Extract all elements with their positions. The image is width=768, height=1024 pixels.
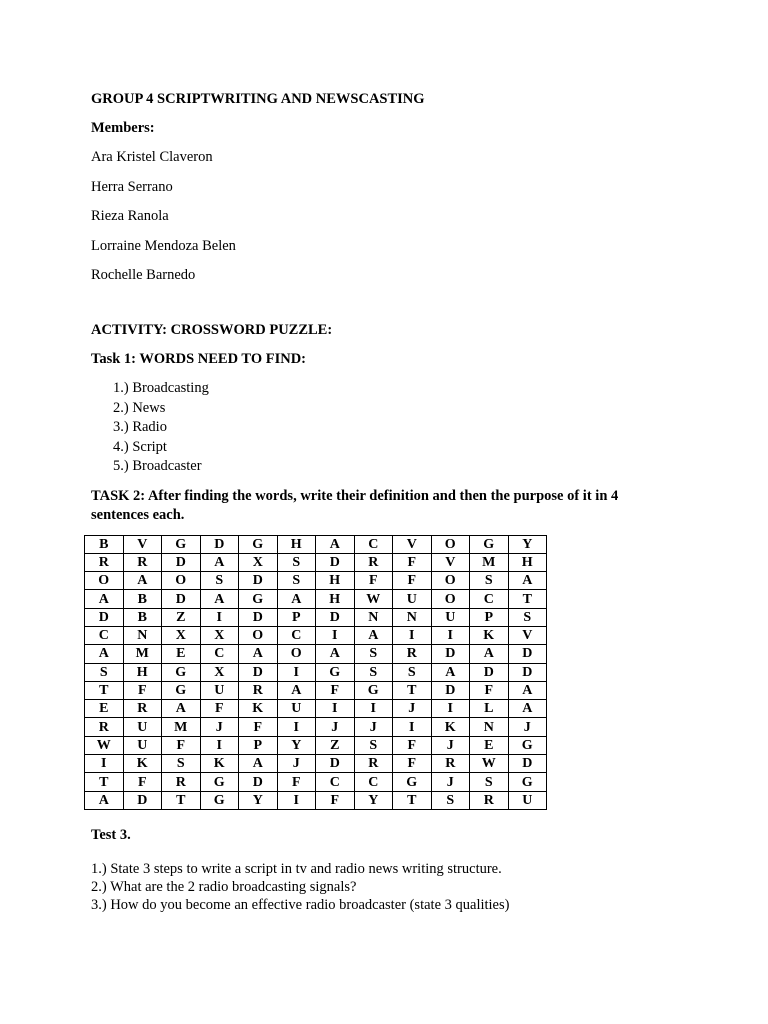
grid-cell: D xyxy=(239,773,278,791)
grid-cell: X xyxy=(239,553,278,571)
grid-cell: R xyxy=(123,553,162,571)
grid-cell: D xyxy=(200,535,239,553)
grid-cell: G xyxy=(239,535,278,553)
grid-cell: G xyxy=(393,773,432,791)
grid-cell: T xyxy=(85,773,124,791)
grid-cell: R xyxy=(123,700,162,718)
word-list-item: 2.) News xyxy=(113,399,166,416)
grid-cell: S xyxy=(85,663,124,681)
grid-cell: U xyxy=(431,608,470,626)
grid-cell: N xyxy=(354,608,393,626)
grid-row xyxy=(85,718,547,736)
grid-cell: K xyxy=(470,626,509,644)
grid-row xyxy=(85,608,547,626)
grid-cell: A xyxy=(85,791,124,809)
grid-cell: I xyxy=(431,700,470,718)
grid-cell: I xyxy=(200,608,239,626)
grid-cell: O xyxy=(277,645,316,663)
grid-cell: I xyxy=(277,791,316,809)
grid-row xyxy=(85,681,547,699)
word-list-item: 4.) Script xyxy=(113,438,167,455)
grid-cell: R xyxy=(239,681,278,699)
grid-cell: W xyxy=(470,755,509,773)
grid-cell: X xyxy=(162,626,201,644)
grid-cell: M xyxy=(162,718,201,736)
grid-cell: S xyxy=(200,572,239,590)
grid-cell: G xyxy=(162,535,201,553)
grid-cell: R xyxy=(354,755,393,773)
grid-cell: F xyxy=(393,755,432,773)
grid-row xyxy=(85,663,547,681)
grid-cell: J xyxy=(354,718,393,736)
grid-row xyxy=(85,535,547,553)
grid-cell: I xyxy=(393,718,432,736)
grid-cell: D xyxy=(431,681,470,699)
grid-cell: G xyxy=(508,736,547,754)
grid-cell: E xyxy=(162,645,201,663)
word-list-item: 5.) Broadcaster xyxy=(113,458,202,474)
grid-row xyxy=(85,645,547,663)
grid-cell: F xyxy=(277,773,316,791)
grid-row xyxy=(85,553,547,571)
grid-cell: U xyxy=(508,791,547,809)
grid-cell: M xyxy=(470,553,509,571)
grid-cell: J xyxy=(508,718,547,736)
grid-cell: U xyxy=(200,681,239,699)
grid-cell: P xyxy=(239,736,278,754)
grid-cell: D xyxy=(316,608,355,626)
members-heading: Members: xyxy=(91,120,155,136)
grid-cell: I xyxy=(354,700,393,718)
grid-cell: W xyxy=(354,590,393,608)
grid-cell: K xyxy=(239,700,278,718)
grid-cell: J xyxy=(277,755,316,773)
grid-cell: P xyxy=(470,608,509,626)
grid-cell: A xyxy=(85,590,124,608)
grid-cell: D xyxy=(470,663,509,681)
grid-cell: O xyxy=(239,626,278,644)
question-item: 2.) What are the 2 radio broadcasting signals? xyxy=(91,878,357,895)
grid-cell: I xyxy=(316,626,355,644)
grid-cell: D xyxy=(316,755,355,773)
grid-cell: P xyxy=(277,608,316,626)
test3-heading: Test 3. xyxy=(91,826,131,843)
grid-cell: A xyxy=(508,572,547,590)
grid-row xyxy=(85,626,547,644)
member-name: Lorraine Mendoza Belen xyxy=(91,237,236,254)
grid-cell: O xyxy=(85,572,124,590)
grid-cell: B xyxy=(123,608,162,626)
grid-cell: T xyxy=(393,681,432,699)
grid-cell: J xyxy=(316,718,355,736)
grid-cell: S xyxy=(162,755,201,773)
grid-cell: F xyxy=(239,718,278,736)
grid-row xyxy=(85,700,547,718)
task1-heading: Task 1: WORDS NEED TO FIND: xyxy=(91,351,307,367)
grid-cell: C xyxy=(354,773,393,791)
grid-row xyxy=(85,755,547,773)
grid-cell: V xyxy=(508,626,547,644)
grid-cell: J xyxy=(431,736,470,754)
grid-cell: G xyxy=(354,681,393,699)
grid-cell: A xyxy=(162,700,201,718)
member-name: Rieza Ranola xyxy=(91,208,169,224)
grid-cell: A xyxy=(123,572,162,590)
grid-cell: K xyxy=(200,755,239,773)
grid-cell: Y xyxy=(277,736,316,754)
grid-cell: B xyxy=(85,535,124,553)
grid-cell: T xyxy=(508,590,547,608)
grid-cell: D xyxy=(239,608,278,626)
word-search-grid xyxy=(84,535,547,810)
grid-cell: F xyxy=(393,736,432,754)
grid-cell: D xyxy=(162,553,201,571)
grid-cell: A xyxy=(354,626,393,644)
grid-cell: I xyxy=(393,626,432,644)
grid-row xyxy=(85,773,547,791)
grid-cell: E xyxy=(470,736,509,754)
grid-cell: T xyxy=(393,791,432,809)
grid-cell: S xyxy=(508,608,547,626)
grid-cell: Y xyxy=(354,791,393,809)
grid-cell: A xyxy=(277,681,316,699)
grid-cell: F xyxy=(200,700,239,718)
grid-cell: F xyxy=(316,681,355,699)
grid-cell: M xyxy=(123,645,162,663)
test3-questions xyxy=(91,860,691,914)
grid-cell: V xyxy=(123,535,162,553)
document-page xyxy=(91,90,691,914)
grid-cell: D xyxy=(123,791,162,809)
word-list-item: 3.) Radio xyxy=(113,419,167,435)
grid-cell: F xyxy=(316,791,355,809)
grid-cell: C xyxy=(277,626,316,644)
grid-cell: R xyxy=(85,553,124,571)
grid-cell: Z xyxy=(316,736,355,754)
grid-cell: I xyxy=(277,663,316,681)
grid-cell: S xyxy=(431,791,470,809)
grid-cell: K xyxy=(123,755,162,773)
grid-cell: S xyxy=(393,663,432,681)
grid-row xyxy=(85,590,547,608)
grid-cell: U xyxy=(277,700,316,718)
grid-cell: D xyxy=(239,572,278,590)
grid-cell: R xyxy=(393,645,432,663)
grid-cell: R xyxy=(470,791,509,809)
grid-cell: O xyxy=(431,572,470,590)
member-name: Rochelle Barnedo xyxy=(91,267,196,283)
grid-cell: A xyxy=(470,645,509,663)
grid-cell: R xyxy=(85,718,124,736)
grid-cell: N xyxy=(393,608,432,626)
grid-cell: D xyxy=(239,663,278,681)
grid-cell: A xyxy=(508,700,547,718)
grid-cell: C xyxy=(470,590,509,608)
grid-cell: A xyxy=(239,645,278,663)
grid-cell: C xyxy=(354,535,393,553)
task2-heading: TASK 2: After finding the words, write their definition and then the purpose of it in 4 sentences each. xyxy=(91,487,619,523)
grid-cell: D xyxy=(508,663,547,681)
grid-cell: C xyxy=(200,645,239,663)
grid-cell: D xyxy=(316,553,355,571)
grid-row xyxy=(85,791,547,809)
grid-cell: A xyxy=(431,663,470,681)
grid-cell: D xyxy=(162,590,201,608)
grid-cell: S xyxy=(354,736,393,754)
grid-cell: D xyxy=(508,755,547,773)
grid-cell: G xyxy=(239,590,278,608)
grid-cell: F xyxy=(393,572,432,590)
activity-heading: ACTIVITY: CROSSWORD PUZZLE: xyxy=(91,322,333,338)
grid-cell: W xyxy=(85,736,124,754)
grid-cell: R xyxy=(431,755,470,773)
member-name: Ara Kristel Claveron xyxy=(91,149,213,165)
grid-cell: O xyxy=(431,535,470,553)
grid-cell: S xyxy=(277,572,316,590)
grid-cell: X xyxy=(200,626,239,644)
grid-cell: U xyxy=(123,736,162,754)
word-list-item: 1.) Broadcasting xyxy=(113,380,209,396)
grid-cell: G xyxy=(200,791,239,809)
member-name: Herra Serrano xyxy=(91,178,173,195)
grid-cell: T xyxy=(85,681,124,699)
grid-cell: A xyxy=(277,590,316,608)
grid-cell: Z xyxy=(162,608,201,626)
grid-cell: D xyxy=(508,645,547,663)
grid-cell: O xyxy=(431,590,470,608)
grid-cell: J xyxy=(431,773,470,791)
grid-cell: A xyxy=(316,645,355,663)
grid-cell: H xyxy=(123,663,162,681)
grid-cell: F xyxy=(470,681,509,699)
grid-cell: N xyxy=(123,626,162,644)
grid-cell: I xyxy=(200,736,239,754)
grid-cell: T xyxy=(162,791,201,809)
grid-cell: K xyxy=(431,718,470,736)
grid-cell: F xyxy=(123,681,162,699)
grid-cell: G xyxy=(316,663,355,681)
grid-cell: B xyxy=(123,590,162,608)
grid-cell: G xyxy=(162,663,201,681)
grid-cell: F xyxy=(354,572,393,590)
grid-cell: A xyxy=(239,755,278,773)
grid-cell: G xyxy=(508,773,547,791)
grid-cell: H xyxy=(316,572,355,590)
question-item: 1.) State 3 steps to write a script in tv and radio news writing structure. xyxy=(91,860,502,877)
grid-cell: R xyxy=(162,773,201,791)
question-item: 3.) How do you become an effective radio broadcaster (state 3 qualities) xyxy=(91,896,510,913)
grid-cell: U xyxy=(123,718,162,736)
grid-cell: C xyxy=(316,773,355,791)
word-list xyxy=(113,379,691,477)
grid-cell: I xyxy=(277,718,316,736)
grid-cell: A xyxy=(200,553,239,571)
grid-cell: H xyxy=(316,590,355,608)
grid-cell: V xyxy=(431,553,470,571)
grid-cell: I xyxy=(316,700,355,718)
grid-cell: L xyxy=(470,700,509,718)
grid-cell: D xyxy=(431,645,470,663)
members-list xyxy=(91,148,691,285)
grid-cell: G xyxy=(470,535,509,553)
grid-cell: Y xyxy=(508,535,547,553)
grid-cell: I xyxy=(431,626,470,644)
document-title: GROUP 4 SCRIPTWRITING AND NEWSCASTING xyxy=(91,91,425,107)
grid-cell: F xyxy=(162,736,201,754)
grid-cell: X xyxy=(200,663,239,681)
grid-cell: S xyxy=(354,663,393,681)
grid-cell: H xyxy=(277,535,316,553)
grid-cell: O xyxy=(162,572,201,590)
grid-cell: I xyxy=(85,755,124,773)
grid-cell: A xyxy=(508,681,547,699)
grid-cell: S xyxy=(277,553,316,571)
grid-cell: F xyxy=(393,553,432,571)
grid-cell: R xyxy=(354,553,393,571)
grid-cell: J xyxy=(200,718,239,736)
grid-cell: A xyxy=(200,590,239,608)
grid-row xyxy=(85,572,547,590)
grid-cell: A xyxy=(316,535,355,553)
grid-row xyxy=(85,736,547,754)
grid-cell: D xyxy=(85,608,124,626)
grid-cell: E xyxy=(85,700,124,718)
grid-cell: A xyxy=(85,645,124,663)
grid-cell: S xyxy=(470,773,509,791)
grid-cell: G xyxy=(162,681,201,699)
grid-cell: H xyxy=(508,553,547,571)
grid-cell: Y xyxy=(239,791,278,809)
grid-cell: S xyxy=(470,572,509,590)
grid-cell: S xyxy=(354,645,393,663)
grid-cell: F xyxy=(123,773,162,791)
grid-cell: N xyxy=(470,718,509,736)
grid-cell: V xyxy=(393,535,432,553)
grid-cell: U xyxy=(393,590,432,608)
grid-cell: G xyxy=(200,773,239,791)
grid-cell: J xyxy=(393,700,432,718)
grid-cell: C xyxy=(85,626,124,644)
